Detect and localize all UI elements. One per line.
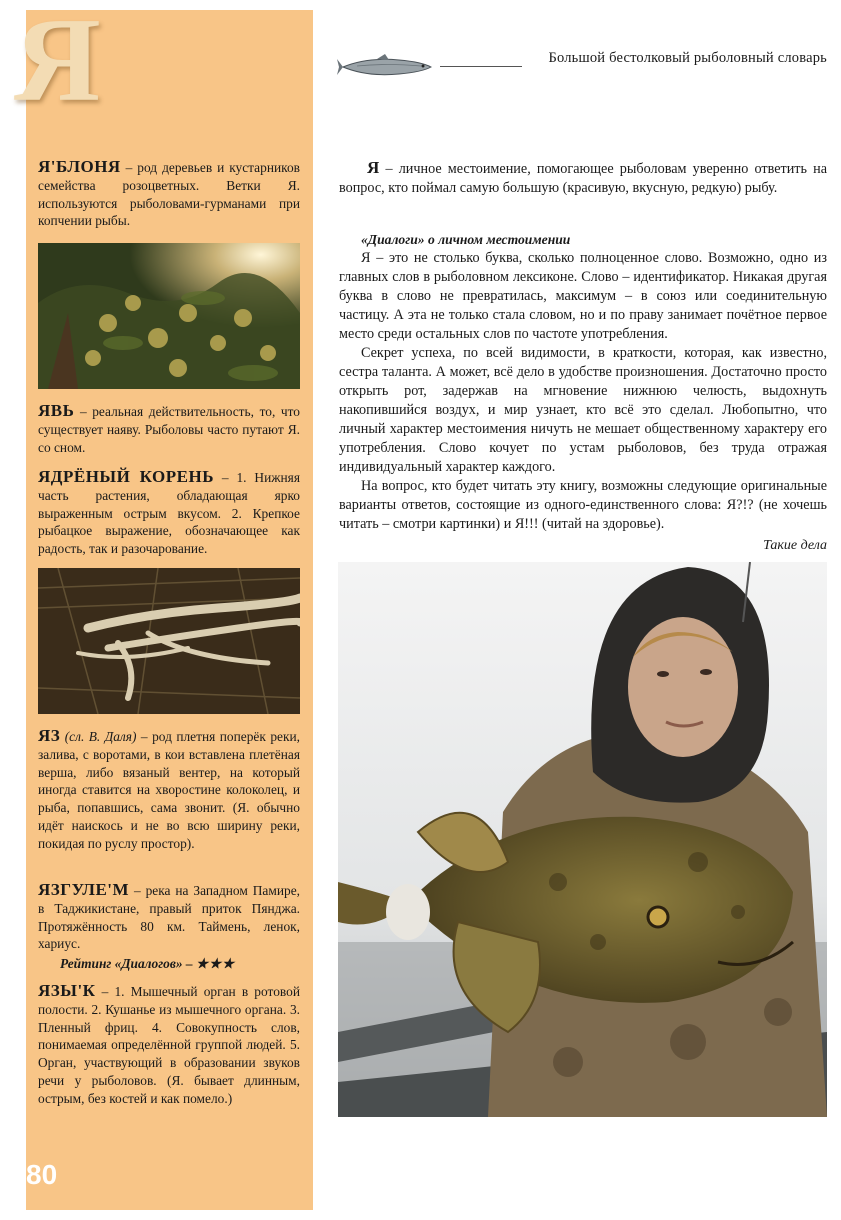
rating-label: Рейтинг «Диалогов» – [60,956,193,972]
definition: – род плетня поперёк реки, залива, с воротами, в кои вставлена плетёная верша, либо вязаный вентер, на который иногда ставится на хворостине колоколец, и рыба, попавшись, сама звонит. (Я. обычно идёт наискось и не во всю ширину реки, покидая по руслу простор). [38,729,300,851]
signoff: Такие дела [763,538,827,553]
rating [38,955,300,973]
definition: – река на Западном Памире, в Таджикистане, правый приток Пянджа. Протяжённость 80 км. Таймень, ленок, хариус. [38,883,300,952]
headword: ЯЗЫ'К [38,981,96,1000]
paragraph: На вопрос, кто будет читать эту книгу, возможны следующие оригинальные варианты ответов, состоящие из одного-единственного слова: Я?!? (не хочешь читать – смотри картинки) и Я!!! (читай на здоровье). [339,478,827,532]
fish-icon [337,54,437,85]
entry-yazgulem [38,881,300,973]
rating-stars: ★★★ [195,956,235,972]
decorative-letter: Я [14,0,83,126]
header-rule [440,66,522,67]
entry-yazyk [38,982,300,1108]
entry-yablonya [38,158,300,230]
main-intro [339,158,827,198]
source-note: (сл. В. Даля) [64,729,137,744]
entry-yaz [38,727,300,853]
apple-tree-photo [38,243,300,389]
angler-with-fish-photo [338,562,827,1117]
paragraph: Я – это не столько буква, сколько полноценное слово. Возможно, одно из главных слов в рыболовном лексиконе. Слово – идентификатор. Никакая другая буква в слово не превратилась, максимум – в союз или соединительную частицу. А эта не только стала словом, но и по праву занимает почётное первое место среди остальных слов по частоте употребления. [339,250,827,342]
headword: Я'БЛОНЯ [38,157,121,176]
running-header: Большой бестолковый рыболовный словарь [548,50,827,66]
root-photo [38,568,300,714]
main-article [339,230,827,534]
headword: ЯВЬ [38,401,75,420]
definition: – реальная действительность, то, что существует наяву. Рыболовы часто путают Я. со сном. [38,404,300,455]
entry-yadreny-koren [38,468,300,558]
intro-text: – личное местоимение, помогающее рыболовам уверенно ответить на вопрос, кто поймал самую большую (красивую, вкусную, редкую) рыбу. [339,161,827,196]
paragraph: Секрет успеха, по всей видимости, в краткости, которая, как известно, сестра таланта. А может, всё дело в удобстве произношения. Достаточно просто открыть рот, задержав на мгновение нижнюю челюсть, выдохнуть накопившийся воздух, и мир узнает, кто всё это сделал. Любопытно, что личный характер местоимения ничуть не мешает общественному характеру его употребления. Слово кочует по устам рыболовов, без труда отражая индивидуальный характер каждого. [339,345,827,475]
headword: ЯЗ [38,726,61,745]
definition: – род деревьев и кустарников семейства розоцветных. Ветки Я. используются рыболовами-гурманами при копчении рыбы. [38,160,300,229]
page-number: 80 [26,1159,58,1190]
subheading: «Диалоги» о личном местоимении [361,232,571,247]
definition: – 1. Мышечный орган в ротовой полости. 2. Кушанье из мышечного органа. 3. Пленный фриц. 4. Совокупность слов, понимаемая определённой группой людей. 5. Орган, участвующий в образовании звуков речи у рыболовов. (Я. бывает длинным, острым, без костей и как помело.) [38,984,300,1106]
headword: ЯДРЁНЫЙ КОРЕНЬ [38,467,214,486]
definition: – 1. Нижняя часть растения, обладающая ярко выраженным острым вкусом. 2. Крепкое рыбацкое выражение, обозначающее как радость, так и разочарование. [38,470,300,557]
headword: ЯЗГУЛЕ'М [38,880,130,899]
entry-yav [38,402,300,456]
intro-headword: Я [367,158,380,177]
